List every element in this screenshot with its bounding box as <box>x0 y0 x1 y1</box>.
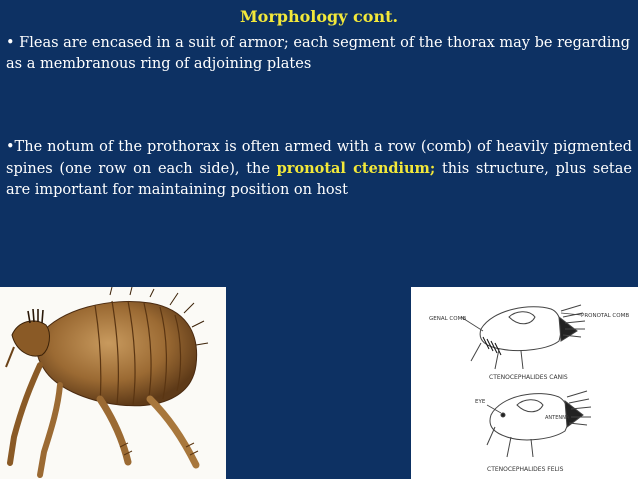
felis-drawing <box>487 391 591 457</box>
genal-comb-label: GENAL COMB <box>429 316 467 322</box>
eye-label: EYE <box>475 399 486 405</box>
eye-pointer <box>487 405 501 413</box>
paragraph-armor: • Fleas are encased in a suit of armor; each segment of the thorax may be regarding as a membranous ring of adjoining plates <box>6 35 630 72</box>
antenna-label: ANTENNA <box>545 415 570 421</box>
slide-title: Morphology cont. <box>239 7 399 26</box>
canis-drawing <box>471 305 585 369</box>
flea-head-diagram <box>411 287 638 479</box>
paragraph-notum-text-start: •The notum of the prothorax is often armed with a row (comb) of heavily pigmented spines (one row on each side), the <box>6 139 632 177</box>
flea-photo <box>0 287 226 479</box>
paragraph-notum <box>6 137 632 201</box>
pronotal-ctendium-term: pronotal ctendium; <box>276 160 436 177</box>
felis-caption: CTENOCEPHALIDES FELIS <box>487 466 564 473</box>
flea-head-diagram-graphic <box>411 287 638 479</box>
flea-photo-graphic <box>0 287 226 479</box>
canis-caption: CTENOCEPHALIDES CANIS <box>489 374 568 381</box>
paragraph-notum-text-end: this structure, plus setae are important for maintaining position on host <box>6 161 632 198</box>
pronotal-comb-label: PRONOTAL COMB <box>581 313 630 319</box>
